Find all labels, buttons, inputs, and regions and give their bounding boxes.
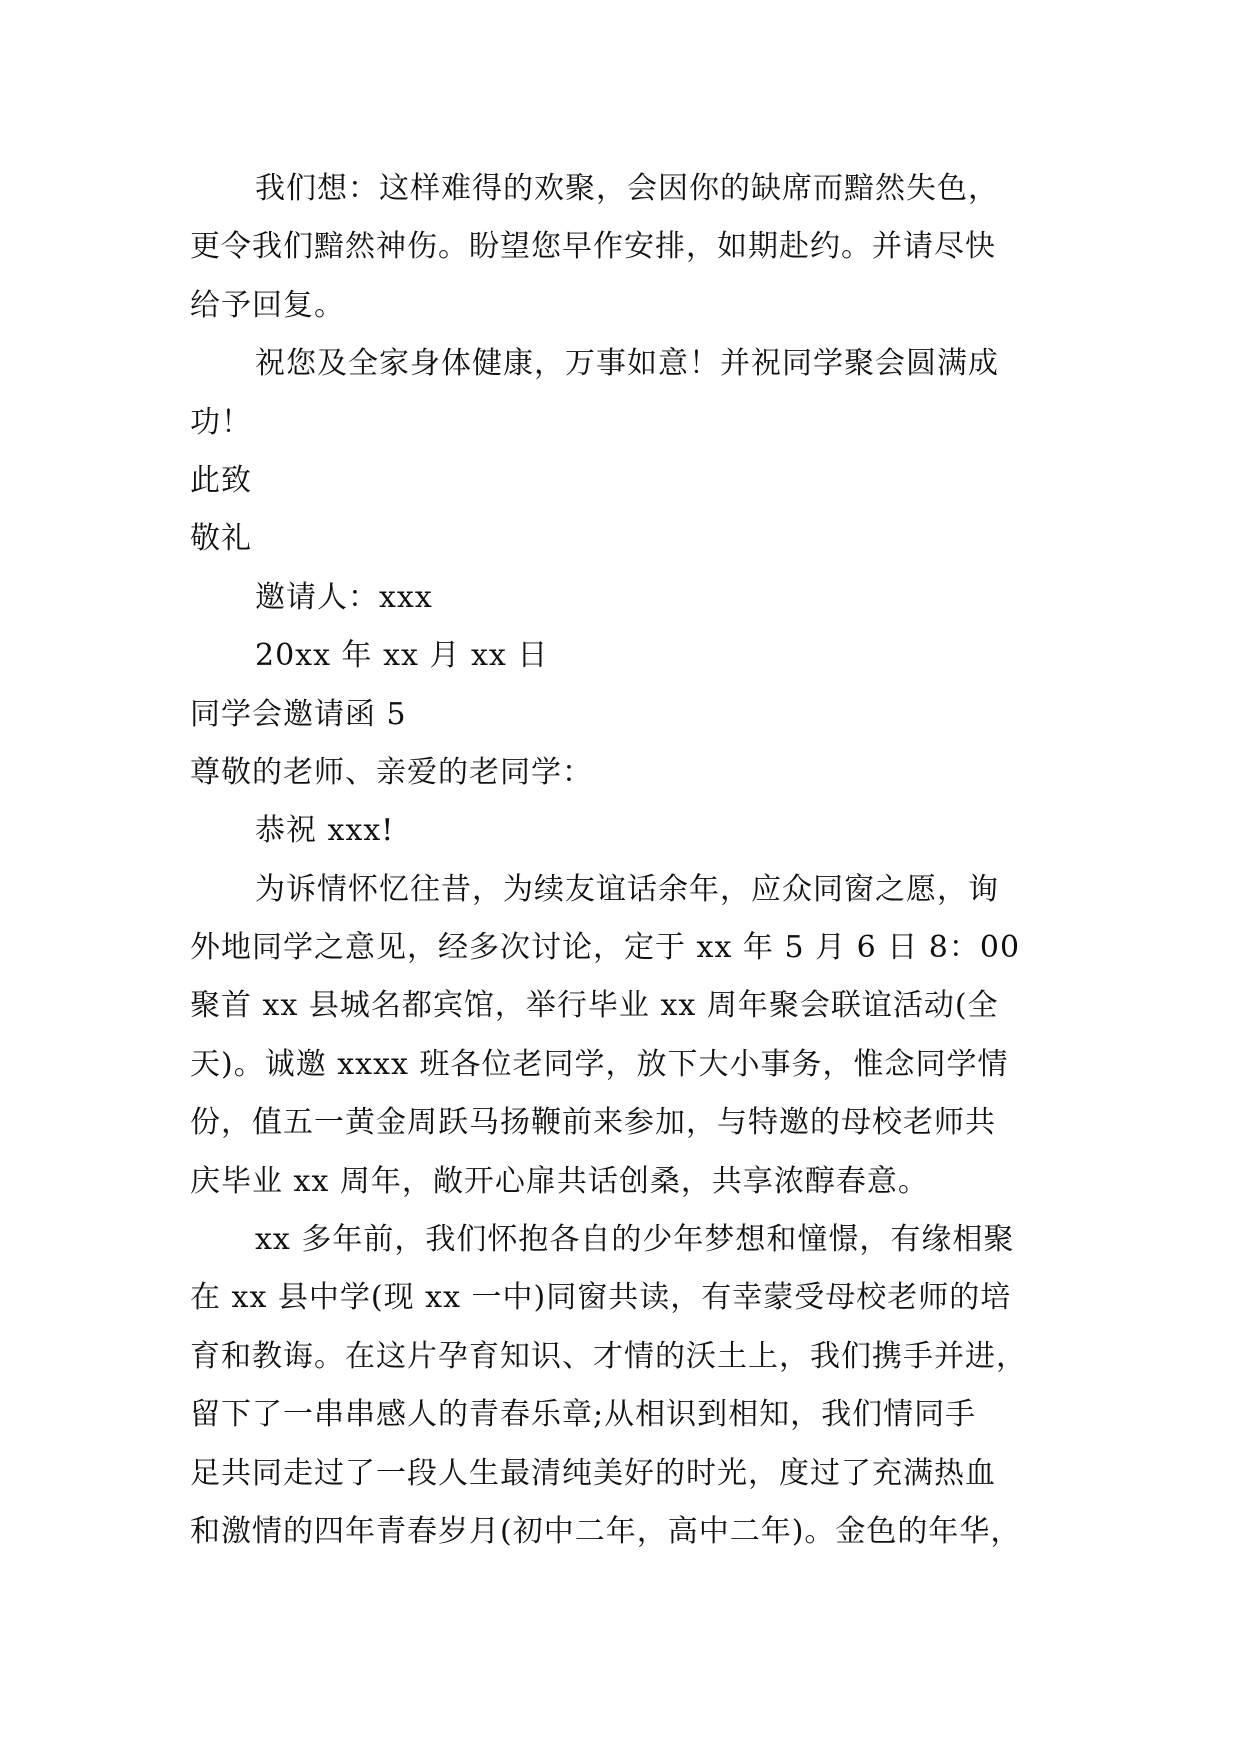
text-line: xx 多年前，我们怀抱各自的少年梦想和憧憬，有缘相聚 [255, 1222, 1015, 1258]
text-line: 我们想：这样难得的欢聚，会因你的缺席而黯然失色， [255, 171, 999, 206]
text-line: 留下了一串串感人的青春乐章;从相识到相知，我们情同手 [190, 1397, 977, 1433]
text-line: 20xx 年 xx 月 xx 日 [255, 638, 549, 674]
text-line: 育和教诲。在这片孕育知识、才情的沃土上，我们携手并进， [190, 1338, 1027, 1374]
text-line: 邀请人：xxx [255, 579, 433, 615]
text-line: 此致 [190, 462, 252, 498]
text-line: 和激情的四年青春岁月(初中二年，高中二年)。金色的年华， [190, 1513, 1022, 1549]
text-line: 功！ [190, 404, 252, 440]
text-line: 同学会邀请函 5 [190, 696, 407, 732]
document-body [190, 160, 1070, 1561]
text-line: 在 xx 县中学(现 xx 一中)同窗共读，有幸蒙受母校老师的培 [190, 1280, 1012, 1316]
text-line: 天)。诚邀 xxxx 班各位老同学，放下大小事务，惟念同学情 [190, 1046, 1009, 1082]
text-line: 足共同走过了一段人生最清纯美好的时光，度过了充满热血 [190, 1455, 996, 1491]
text-line: 更令我们黯然神伤。盼望您早作安排，如期赴约。并请尽快 [190, 229, 996, 265]
text-line: 聚首 xx 县城名都宾馆，举行毕业 xx 周年聚会联谊活动(全 [190, 988, 999, 1024]
text-line: 外地同学之意见，经多次讨论，定于 xx 年 5 月 6 日 8：00 [190, 930, 1021, 966]
text-line: 敬礼 [190, 521, 252, 557]
text-line: 给予回复。 [190, 287, 345, 323]
text-line: 祝您及全家身体健康，万事如意！并祝同学聚会圆满成 [255, 346, 999, 382]
text-line: 尊敬的老师、亲爱的老同学： [190, 754, 593, 790]
text-line: 庆毕业 xx 周年，敞开心扉共话创桑，共享浓醇春意。 [190, 1163, 929, 1199]
text-line: 份，值五一黄金周跃马扬鞭前来参加，与特邀的母校老师共 [190, 1105, 996, 1141]
text-line: 为诉情怀忆往昔，为续友谊话余年，应众同窗之愿，询 [255, 871, 999, 907]
text-line: 恭祝 xxx! [255, 813, 395, 849]
